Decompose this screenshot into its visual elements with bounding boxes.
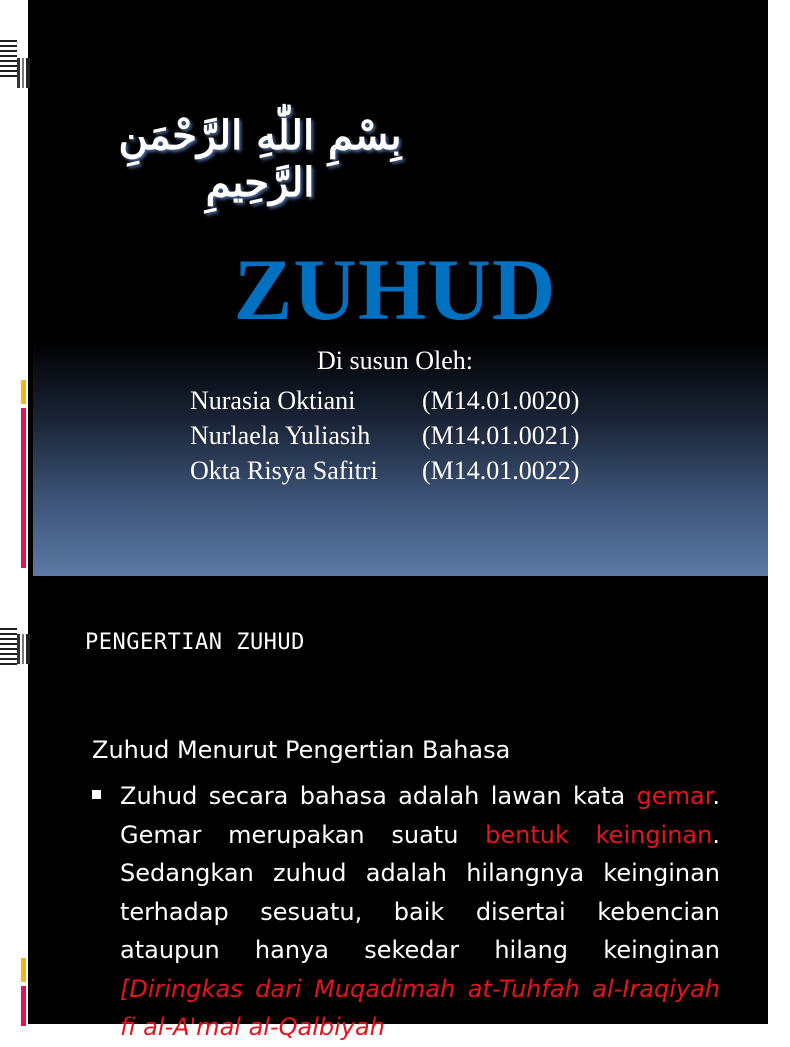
accent-bar-yellow [21,380,26,404]
author-nim: (M14.01.0020) [422,386,580,415]
accent-bar-red [21,408,26,568]
paragraph-text: . Sedangkan zuhud adalah hilangnya keinginan terhadap sesuatu, baik disertai kebencian ataupun hanya sekedar hilang keinginan [120,820,720,964]
bullet-paragraph [120,777,720,1047]
slide-definition [0,576,768,1041]
decorative-bars [17,634,30,664]
author-name: Nurasia Oktiani [190,386,356,415]
paragraph-text: . Gemar merupakan suatu [120,782,720,849]
decorative-lines [0,40,17,80]
author-row [190,386,630,422]
author-nim: (M14.01.0022) [422,456,580,485]
accent-bar-yellow [21,958,26,982]
author-name: Nurlaela Yuliasih [190,421,371,450]
author-nim: (M14.01.0021) [422,421,580,450]
presentation-title: ZUHUD [233,242,557,339]
bullet-icon [92,790,101,799]
accent-bar-red [21,986,26,1026]
paragraph-text: Zuhud secara bahasa adalah lawan kata [120,782,637,810]
credit-heading: Di susun Oleh: [317,346,473,375]
highlight-term: gemar [636,782,713,810]
section-title: PENGERTIAN ZUHUD [85,630,305,655]
highlight-term: bentuk keinginan [485,820,713,849]
author-name: Okta Risya Safitri [190,456,378,485]
citation-text: [Diringkas dari Muqadimah at-Tuhfah al-Iraqiyah fi al-A'mal al-Qalbiyah [120,974,720,1041]
sub-heading: Zuhud Menurut Pengertian Bahasa [92,736,511,764]
author-row [190,421,630,457]
author-row [190,456,630,492]
basmalah-calligraphy: بِسْمِ اللّٰهِ الرَّحْمَنِ الرَّحِيمِ [118,112,402,206]
decorative-lines [0,628,17,668]
decorative-bars [17,58,30,88]
